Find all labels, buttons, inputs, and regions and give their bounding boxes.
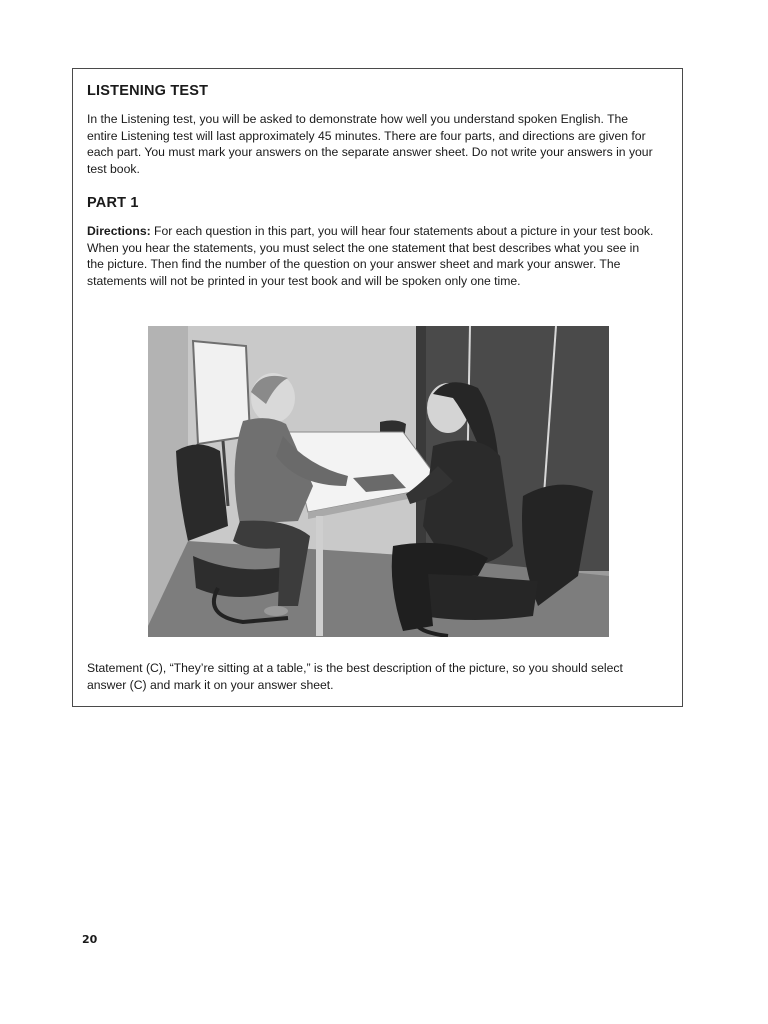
directions-label: Directions: — [87, 224, 151, 238]
example-statement: Statement (C), “They’re sitting at a table,” is the best description of the picture, so you should select answer (C) and mark it on your answer sheet. — [87, 661, 623, 692]
example-photo — [148, 326, 609, 637]
directions-paragraph — [87, 223, 657, 289]
section-title: LISTENING TEST — [87, 83, 209, 99]
page-number: 20 — [82, 933, 98, 946]
intro-paragraph: In the Listening test, you will be asked to demonstrate how well you understand spoken English. The entire Listening test will last approximately 45 minutes. There are four parts, and directions are given for each part. You must mark your answers on the separate answer sheet. Do not write your answers in your test book. — [87, 112, 653, 176]
part-title: PART 1 — [87, 195, 139, 211]
directions-text: For each question in this part, you will hear four statements about a picture in your test book. When you hear the statements, you must select the one statement that best describes what you see in the picture. Then find the number of the question on your answer sheet and mark your answer. The statements will not be printed in your test book and will be spoken only one time. — [87, 224, 654, 288]
instructions-box — [72, 68, 683, 707]
